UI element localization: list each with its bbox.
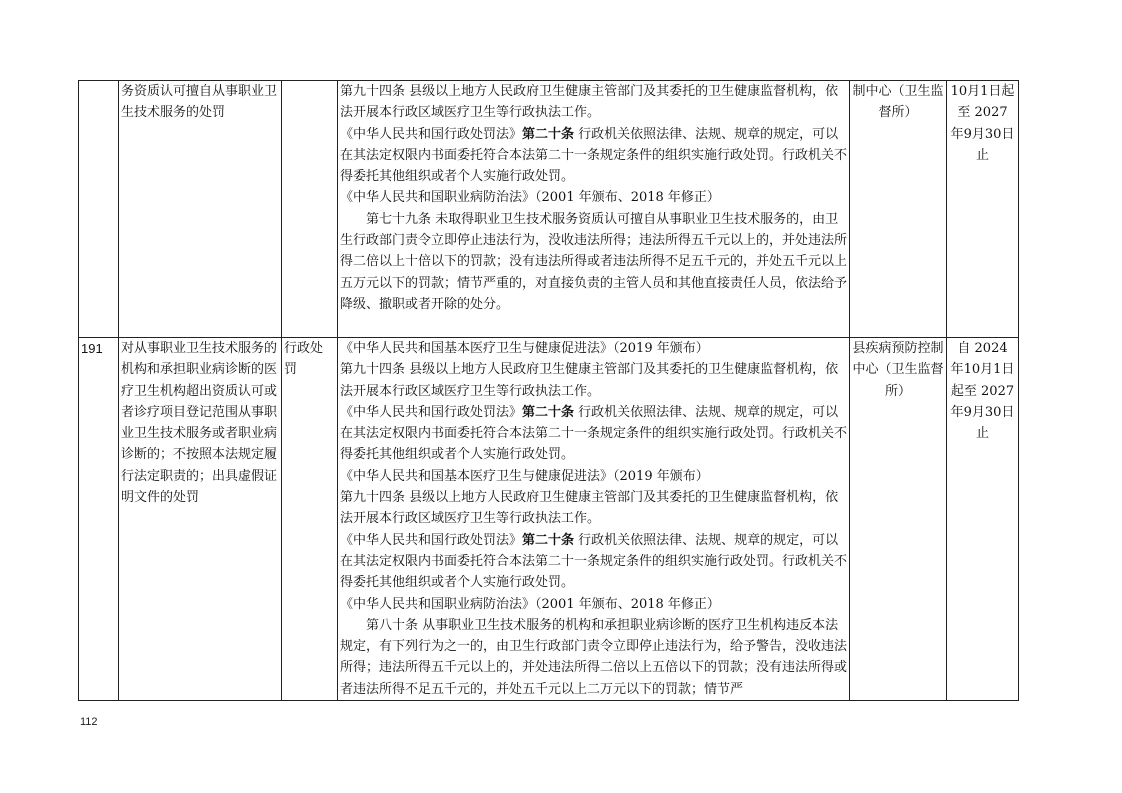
table-row xyxy=(79,338,1019,701)
basis-paragraph: 《中华人民共和国基本医疗卫生与健康促进法》（2019 年颁布） xyxy=(340,341,709,356)
item-name: 对从事职业卫生技术服务的机构和承担职业病诊断的医疗卫生机构超出资质认可或者诊疗项目登记范围从事职业卫生技术服务或者职业病诊断的；不按照本法规定履行法定职责的；出具虚假证明文件的处罚 xyxy=(119,338,282,701)
legal-basis-content xyxy=(340,338,847,698)
table-row xyxy=(79,81,1019,338)
basis-paragraph: 第九十四条 县级以上地方人民政府卫生健康主管部门及其委托的卫生健康监督机构，依法开展本行政区域医疗卫生等行政执法工作。 xyxy=(340,84,839,121)
basis-paragraph: 《中华人民共和国职业病防治法》（2001 年颁布、2018 年修正） xyxy=(340,596,720,612)
responsible-department: 制中心（卫生监督所） xyxy=(850,81,947,338)
validity-period: 自 2024 年10月1日起至 2027 年9月30日止 xyxy=(947,338,1019,701)
row-number xyxy=(79,81,119,338)
basis-paragraph: 第八十条 从事职业卫生技术服务的机构和承担职业病诊断的医疗卫生机构违反本法规定，有下列行为之一的，由卫生行政部门责令立即停止违法行为，给予警告，没收违法所得；违法所得五千元以上的，并处违法所得二倍以上五倍以下的罚款；没有违法所得或者违法所得不足五千元的，并处五千元以上二万元以下的罚款；情节严 xyxy=(340,617,847,697)
power-type xyxy=(282,81,338,338)
page-number: 112 xyxy=(80,716,98,728)
authority-table xyxy=(78,80,1019,701)
power-type: 行政处罚 xyxy=(282,338,338,701)
basis-paragraph: 《中华人民共和国行政处罚法》第二十条 行政机关依照法律、法规、规章的规定，可以在其法定权限内书面委托符合本法第二十一条规定条件的组织实施行政处罚。行政机关不得委托其他组织或者个人实施行政处罚。 xyxy=(340,532,847,591)
item-name: 务资质认可擅自从事职业卫生技术服务的处罚 xyxy=(119,81,282,338)
basis-paragraph: 第九十四条 县级以上地方人民政府卫生健康主管部门及其委托的卫生健康监督机构，依法开展本行政区域医疗卫生等行政执法工作。 xyxy=(340,362,839,399)
basis-paragraph: 《中华人民共和国行政处罚法》第二十条 行政机关依照法律、法规、规章的规定，可以在其法定权限内书面委托符合本法第二十一条规定条件的组织实施行政处罚。行政机关不得委托其他组织或者个人实施行政处罚。 xyxy=(340,404,847,463)
legal-basis xyxy=(338,81,850,338)
basis-paragraph: 《中华人民共和国行政处罚法》第二十条 行政机关依照法律、法规、规章的规定，可以在其法定权限内书面委托符合本法第二十一条规定条件的组织实施行政处罚。行政机关不得委托其他组织或者个人实施行政处罚。 xyxy=(340,126,848,185)
legal-basis xyxy=(338,338,850,701)
basis-paragraph: 第七十九条 未取得职业卫生技术服务资质认可擅自从事职业卫生技术服务的，由卫生行政部门责令立即停止违法行为，没收违法所得；违法所得五千元以上的，并处违法所得二倍以上十倍以下的罚款；没有违法所得或者违法所得不足五千元的，并处五千元以上五万元以下的罚款；情节严重的，对直接负责的主管人员和其他直接责任人员，依法给予降级、撤职或者开除的处分。 xyxy=(340,211,848,312)
basis-paragraph: 《中华人民共和国职业病防治法》（2001 年颁布、2018 年修正） xyxy=(340,190,720,206)
responsible-department: 县疾病预防控制中心（卫生监督所） xyxy=(850,338,947,701)
row-number: 191 xyxy=(79,338,119,701)
basis-paragraph: 《中华人民共和国基本医疗卫生与健康促进法》（2019 年颁布） xyxy=(340,468,709,484)
validity-period: 10月1日起至 2027 年9月30日止 xyxy=(947,81,1019,338)
basis-paragraph: 第九十四条 县级以上地方人民政府卫生健康主管部门及其委托的卫生健康监督机构，依法开展本行政区域医疗卫生等行政执法工作。 xyxy=(340,490,839,527)
